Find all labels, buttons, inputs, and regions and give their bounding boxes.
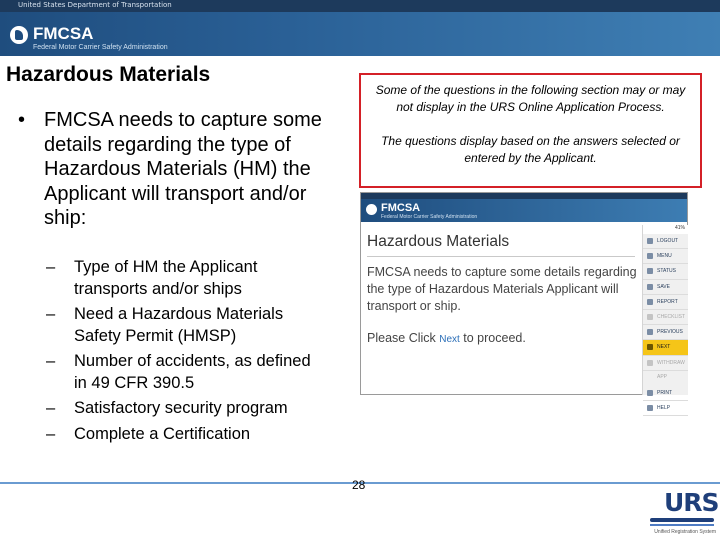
note-text-1: Some of the questions in the following section may or may not display in the URS Online Application Process.: [375, 83, 686, 114]
inset-logo-text: FMCSA: [381, 202, 421, 214]
sub-bullet: – Complete a Certification: [46, 424, 326, 446]
inset-instruction: [367, 331, 637, 345]
menu-item-checklist[interactable]: CHECKLIST: [643, 310, 688, 325]
menu-item-previous[interactable]: PREVIOUS: [643, 325, 688, 340]
inset-paragraph: FMCSA needs to capture some details regarding the type of Hazardous Materials Applicant will transport or ship.: [367, 265, 637, 313]
note-box: [359, 73, 702, 188]
inset-logo-subtitle: Federal Motor Carrier Safety Administration: [381, 214, 478, 220]
sub-bullet: – Need a Hazardous Materials Safety Permit (HMSP): [46, 304, 326, 347]
menu-item-print[interactable]: PRINT: [643, 386, 688, 401]
fmcsa-logo-subtitle: Federal Motor Carrier Safety Administration: [33, 44, 168, 51]
sub-bullet: – Satisfactory security program: [46, 398, 326, 420]
inset-click-prefix: Please Click: [367, 331, 440, 345]
menu-item-report[interactable]: REPORT: [643, 295, 688, 310]
urs-tagline: Unified Registration System: [654, 529, 716, 535]
main-bullet: [18, 108, 328, 231]
menu-item-next[interactable]: NEXT: [643, 340, 688, 355]
header-banner: [0, 12, 720, 56]
inset-side-menu: [642, 225, 688, 411]
progress-readout: 41%: [643, 225, 688, 234]
inset-divider: [367, 256, 635, 257]
agency-strip: [0, 0, 720, 12]
urs-logo: [644, 488, 719, 536]
slide-title: Hazardous Materials: [6, 63, 211, 86]
menu-item-save[interactable]: SAVE: [643, 280, 688, 295]
inset-next-link[interactable]: Next: [439, 334, 460, 345]
menu-item-withdraw[interactable]: WITHDRAW APP: [643, 356, 688, 371]
app-screenshot: [360, 192, 688, 411]
agency-line: United States Department of Transportation: [18, 1, 172, 9]
urs-swoosh-line-icon: [650, 524, 714, 526]
fmcsa-logo-text: FMCSA: [33, 24, 94, 43]
menu-item-status[interactable]: STATUS: [643, 264, 688, 279]
sub-bullet-list: [46, 257, 326, 449]
inset-header-banner: [361, 199, 687, 222]
menu-item-help[interactable]: HELP: [643, 401, 688, 416]
inset-click-suffix: to proceed.: [459, 331, 526, 345]
inset-page-heading: Hazardous Materials: [367, 233, 510, 250]
urs-swoosh-icon: [650, 518, 714, 522]
bullet-marker: •: [18, 109, 26, 131]
urs-logo-text: URS: [664, 488, 719, 517]
main-bullet-text: FMCSA needs to capture some details regarding the type of Hazardous Materials (HM) the Applicant will transport and/or ship:: [44, 109, 322, 229]
page-number: 28: [352, 478, 366, 492]
sub-bullet: – Number of accidents, as defined in 49 CFR 390.5: [46, 351, 326, 394]
inset-fmcsa-logo-icon: [366, 204, 377, 215]
sub-bullet: – Type of HM the Applicant transports and/or ships: [46, 257, 326, 300]
menu-item-logout[interactable]: LOGOUT: [643, 234, 688, 249]
note-text-2: The questions display based on the answers selected or entered by the Applicant.: [381, 134, 680, 165]
menu-item-menu[interactable]: MENU: [643, 249, 688, 264]
fmcsa-logo-icon: [10, 26, 28, 44]
